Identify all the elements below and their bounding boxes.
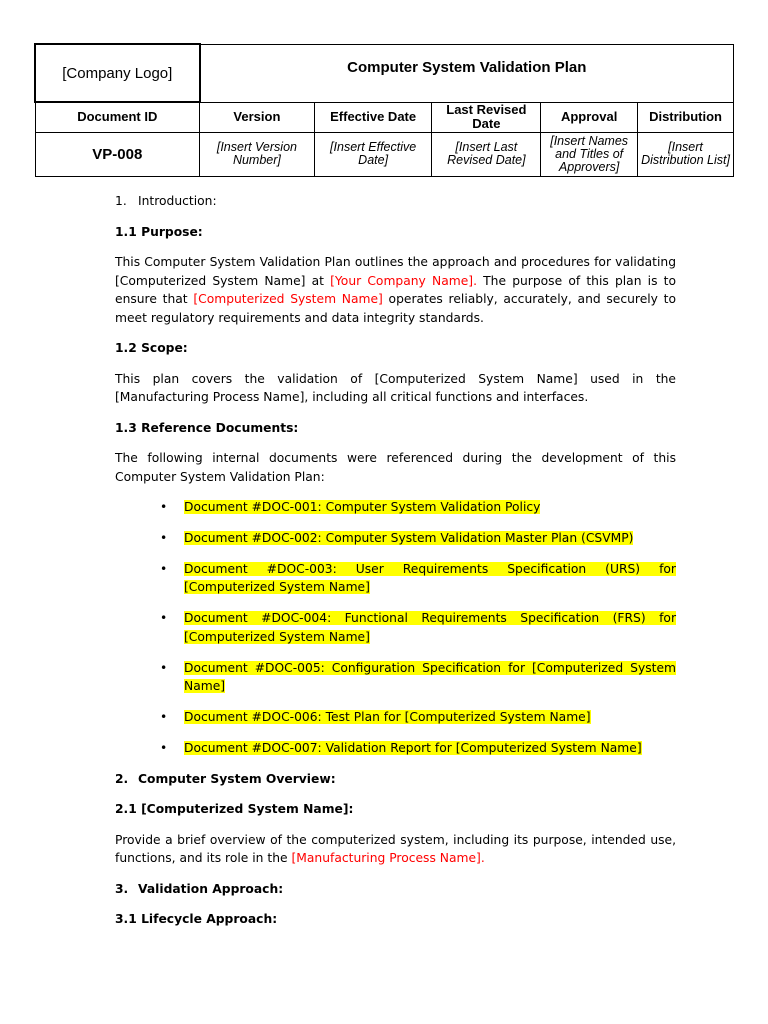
col-header-last-revised-date: Last Revised Date bbox=[432, 102, 541, 132]
purpose-heading: 1.1 Purpose: bbox=[115, 224, 203, 239]
reference-documents-heading: 1.3 Reference Documents: bbox=[115, 420, 299, 435]
section-2-heading: 2. Computer System Overview: bbox=[115, 771, 336, 786]
list-item: • Document #DOC-003: User Requirements Specification (URS) for [Computerized System Name] bbox=[160, 561, 676, 595]
list-item: • Document #DOC-002: Computer System Validation Master Plan (CSVMP) bbox=[115, 529, 676, 548]
bullet-icon: • bbox=[160, 709, 168, 724]
company-logo-placeholder: [Company Logo] bbox=[35, 44, 200, 102]
bullet-icon: • bbox=[160, 561, 168, 576]
list-item: • Document #DOC-006: Test Plan for [Computerized System Name] bbox=[115, 708, 676, 727]
distribution-value: [Insert Distribution List] bbox=[638, 132, 734, 176]
bullet-icon: • bbox=[160, 740, 168, 755]
last-revised-date-value: [Insert Last Revised Date] bbox=[432, 132, 541, 176]
overview-paragraph: Provide a brief overview of the computerized system, including its purpose, intended use, functions, and its role in the [Manufacturing Process Name]. bbox=[115, 832, 676, 866]
list-item: • Document #DOC-004: Functional Requirements Specification (FRS) for [Computerized System Name] bbox=[160, 611, 676, 644]
reference-documents-list bbox=[115, 498, 676, 757]
col-header-approval: Approval bbox=[541, 102, 638, 132]
scope-heading: 1.2 Scope: bbox=[115, 341, 188, 355]
bullet-icon: • bbox=[160, 530, 168, 545]
bullet-icon: • bbox=[160, 500, 168, 514]
bullet-icon: • bbox=[160, 660, 168, 675]
document-header-table bbox=[34, 43, 734, 175]
approval-value: [Insert Names and Titles of Approvers] bbox=[541, 132, 638, 176]
col-header-document-id: Document ID bbox=[35, 102, 200, 132]
section-3-heading: 3. Validation Approach: bbox=[115, 881, 284, 896]
document-body bbox=[115, 188, 676, 929]
col-header-version: Version bbox=[200, 102, 315, 132]
col-header-distribution: Distribution bbox=[638, 102, 734, 132]
bullet-icon: • bbox=[160, 611, 168, 626]
lifecycle-heading: 3.1 Lifecycle Approach: bbox=[115, 912, 278, 927]
purpose-paragraph: This Computer System Validation Plan outlines the approach and procedures for validating [Computerized System Name] at [Your Company Name]. The purpose of this plan is to ensure that [Computerized System Name] operates reliably, accurately, and securely to meet regulatory requirements and data integrity standards. bbox=[115, 255, 677, 325]
version-value: [Insert Version Number] bbox=[200, 132, 315, 176]
document-title: Computer System Validation Plan bbox=[200, 44, 734, 102]
system-name-heading: 2.1 [Computerized System Name]: bbox=[115, 802, 354, 817]
list-item: • Document #DOC-005: Configuration Specification for [Computerized System Name] bbox=[160, 660, 676, 694]
col-header-effective-date: Effective Date bbox=[314, 102, 432, 132]
section-1-heading: 1. Introduction: bbox=[115, 194, 217, 208]
scope-paragraph: This plan covers the validation of [Computerized System Name] used in the [Manufacturing Process Name], including all critical functions and interfaces. bbox=[115, 371, 676, 404]
effective-date-value: [Insert Effective Date] bbox=[314, 132, 432, 176]
document-id-value: VP-008 bbox=[35, 132, 200, 176]
list-item: • Document #DOC-001: Computer System Validation Policy bbox=[115, 498, 676, 517]
reference-documents-intro: The following internal documents were referenced during the development of this Computer System Validation Plan: bbox=[115, 451, 676, 484]
list-item: • Document #DOC-007: Validation Report for [Computerized System Name] bbox=[115, 739, 676, 758]
